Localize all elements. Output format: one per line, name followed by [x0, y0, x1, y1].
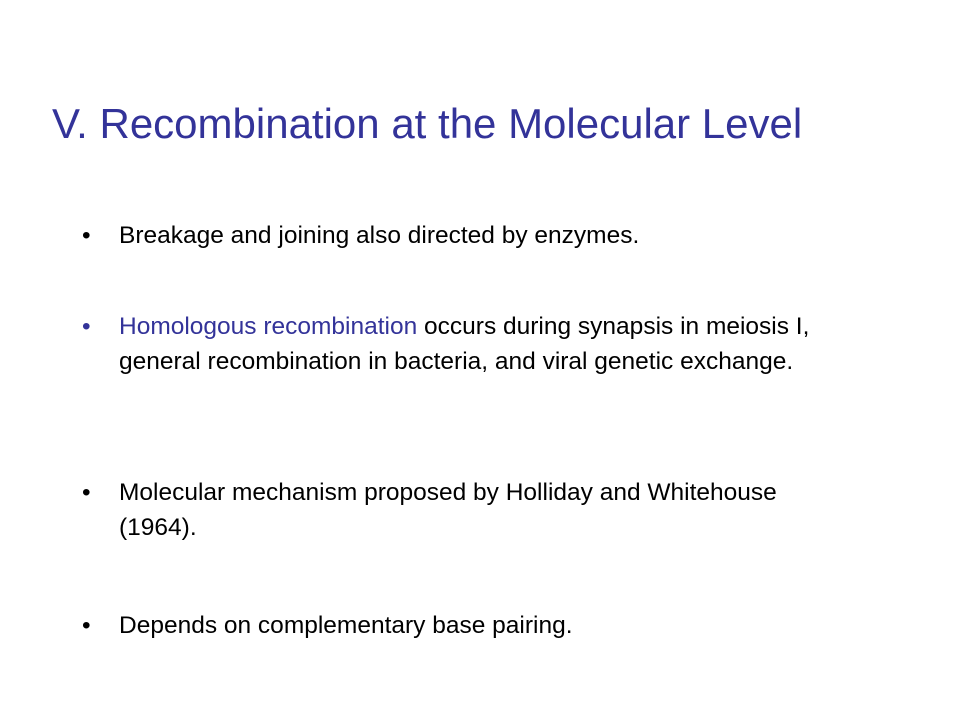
bullet-item	[82, 309, 822, 379]
slide-title: V. Recombination at the Molecular Level	[52, 100, 803, 147]
bullet-text	[119, 475, 822, 545]
bullet-item	[82, 608, 822, 643]
bullet-text	[119, 608, 822, 643]
bullet-marker: •	[82, 222, 91, 249]
bullet-marker: •	[82, 612, 91, 639]
highlighted-term: Homologous recombination	[119, 313, 418, 340]
bullet-text	[119, 309, 822, 379]
bullet-body-text: Molecular mechanism proposed by Holliday and Whitehouse (1964).	[119, 479, 777, 541]
bullet-marker: •	[82, 479, 91, 506]
bullet-text	[119, 218, 822, 253]
bullet-body-text: Breakage and joining also directed by enzymes.	[119, 222, 640, 249]
bullet-body-text: Depends on complementary base pairing.	[119, 612, 573, 639]
bullet-item	[82, 218, 822, 253]
bullet-body-text: occurs during synapsis in meiosis I, general recombination in bacteria, and viral genetic exchange.	[119, 313, 810, 375]
bullet-marker: •	[82, 313, 91, 340]
bullet-item	[82, 475, 822, 545]
